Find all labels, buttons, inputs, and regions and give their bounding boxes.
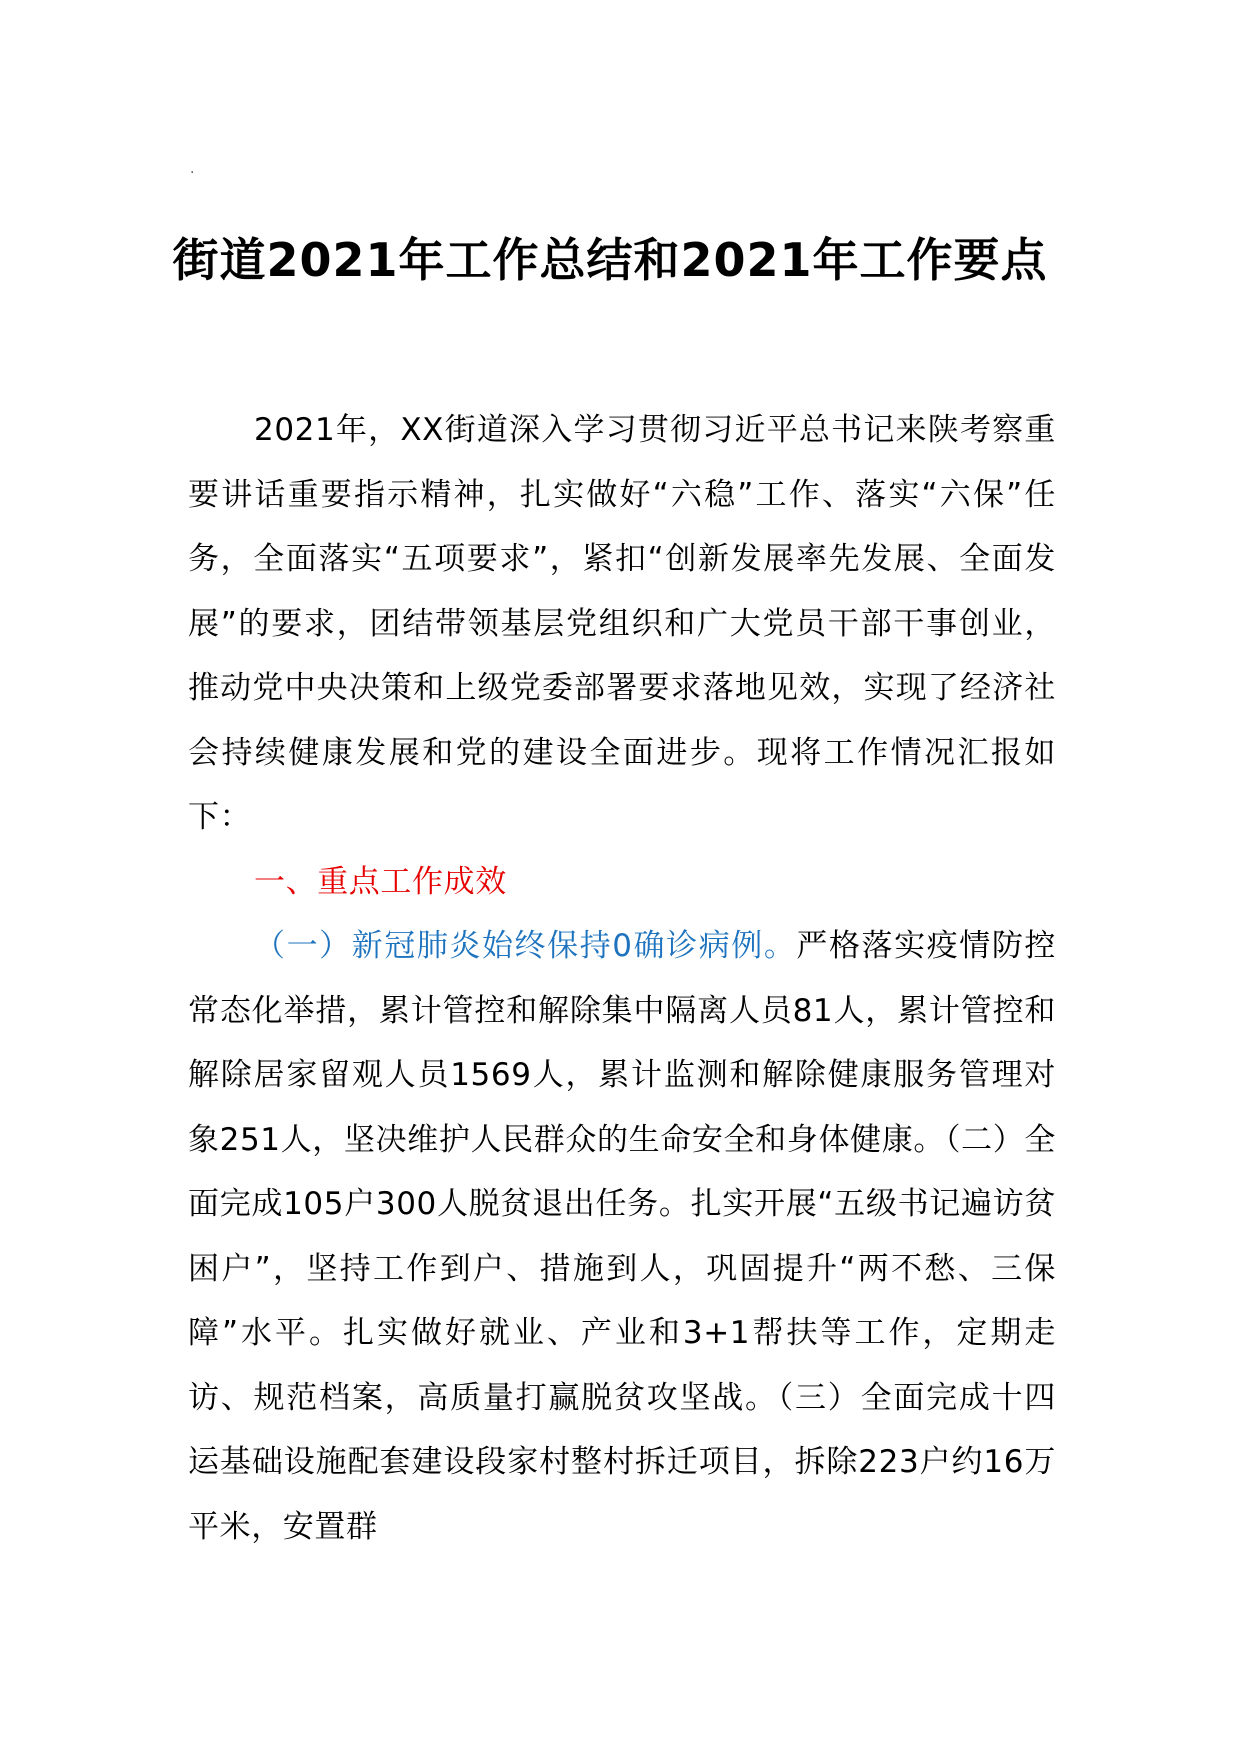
document-body	[188, 398, 1056, 1559]
section-heading-paragraph	[188, 850, 1056, 915]
subsection-heading: （一）新冠肺炎始终保持0确诊病例。	[254, 928, 797, 964]
section-body-text: 严格落实疫情防控常态化举措，累计管控和解除集中隔离人员81人，累计管控和解除居家留观人员1569人，累计监测和解除健康服务管理对象251人，坚决维护人民群众的生命安全和身体健康。（二）全面完成105户300人脱贫退出任务。扎实开展“五级书记遍访贫困户”，坚持工作到户、措施到人，巩固提升“两不愁、三保障”水平。扎实做好就业、产业和3+1帮扶等工作，定期走访、规范档案，高质量打赢脱贫攻坚战。（三）全面完成十四运基础设施配套建设段家村整村拆迁项目，拆除223户约16万平米，安置群	[188, 928, 1056, 1545]
section-heading: 一、重点工作成效	[254, 863, 507, 900]
document-title: 街道2021年工作总结和2021年工作要点	[172, 233, 1048, 287]
corner-mark: .	[190, 161, 195, 177]
intro-paragraph: 2021年，XX街道深入学习贯彻习近平总书记来陕考察重要讲话重要指示精神，扎实做好“六稳”工作、落实“六保”任务，全面落实“五项要求”，紧扣“创新发展率先发展、全面发展”的要求，团结带领基层党组织和广大党员干部干事创业，推动党中央决策和上级党委部署要求落地见效，实现了经济社会持续健康发展和党的建设全面进步。现将工作情况汇报如下：	[188, 412, 1056, 835]
section-body-paragraph	[188, 914, 1056, 1559]
